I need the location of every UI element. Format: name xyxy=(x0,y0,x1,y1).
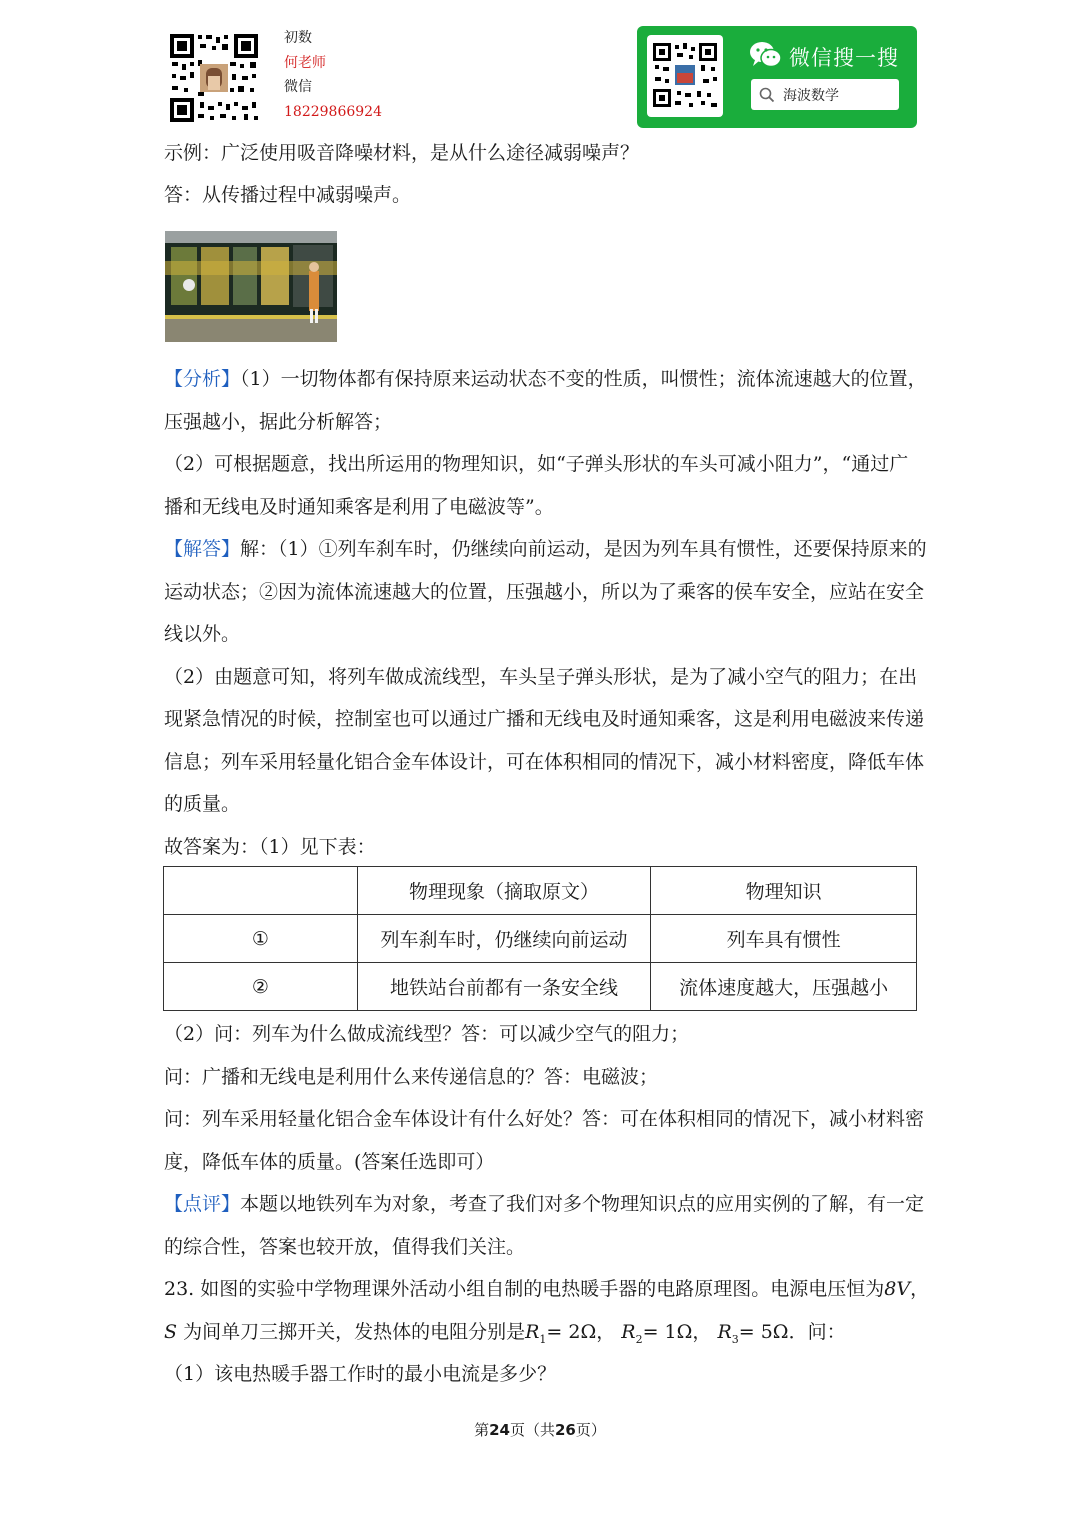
answer-tag: 【解答】 xyxy=(164,538,241,560)
answer-line-2: 运动状态；②因为流体流速越大的位置，压强越小，所以为了乘客的侯车安全，应站在安全 xyxy=(164,581,925,603)
contact-subject: 初数 xyxy=(284,30,312,46)
question-23-line-2: S 为间单刀三掷开关，发热体的电阻分别是$R_1= 2\Omega$， $R_2= 1\Omega$， $R_3= 5\Omega$．问： xyxy=(164,1321,846,1346)
analysis-line-3: （2）可根据题意，找出所运用的物理知识，如“子弹头形状的车头可减小阻力”，“通过广 xyxy=(164,453,909,475)
table-cell: 流体速度越大，压强越小 xyxy=(651,963,917,1011)
table-cell: ① xyxy=(164,915,358,963)
qa-line-1: （2）问：列车为什么做成流线型？答：可以减少空气的阻力； xyxy=(164,1023,690,1045)
contact-phone: 18229866924 xyxy=(284,103,382,120)
question-23-line-3: （1）该电热暖手器工作时的最小电流是多少？ xyxy=(164,1363,557,1385)
wechat-search-text: 海波数学 xyxy=(783,88,839,104)
qa-line-4: 度，降低车体的质量。(答案任选即可） xyxy=(164,1151,495,1173)
answer-line-1: 【解答】解：（1）①列车刹车时，仍继续向前运动，是因为列车具有惯性，还要保持原来的 xyxy=(164,538,927,560)
r3-value: = 5Ω xyxy=(738,1321,789,1343)
table-header-cell: 物理知识 xyxy=(651,867,917,915)
wechat-search-title: 微信搜一搜 xyxy=(789,46,899,70)
total-pages: 26 xyxy=(555,1421,576,1439)
table-cell: 列车刹车时，仍继续向前运动 xyxy=(357,915,651,963)
table-cell: 地铁站台前都有一条安全线 xyxy=(357,963,651,1011)
page-footer: 第24页（共26页） xyxy=(474,1421,606,1439)
contact-info xyxy=(284,26,382,124)
table-row xyxy=(164,963,917,1011)
analysis-tag: 【分析】 xyxy=(164,368,241,390)
question-23-line-1: 23. 如图的实验中学物理课外活动小组自制的电热暖手器的电路原理图。电源电压恒为8V， xyxy=(164,1278,930,1300)
wechat-logo-icon xyxy=(749,41,783,73)
analysis-line-2: 压强越小，据此分析解答； xyxy=(164,411,393,433)
page-number: 24 xyxy=(489,1421,510,1439)
table-cell: ② xyxy=(164,963,358,1011)
qa-line-2: 问：广播和无线电是利用什么来传递信息的？答：电磁波； xyxy=(164,1066,659,1088)
answer-line-4: （2）由题意可知，将列车做成流线型，车头呈子弹头形状，是为了减小空气的阻力；在出 xyxy=(164,666,918,688)
comment-line-2: 的综合性，答案也较开放，值得我们关注。 xyxy=(164,1236,526,1258)
table-header-cell: 物理现象（摘取原文） xyxy=(357,867,651,915)
search-icon xyxy=(759,87,775,103)
qr-code-left xyxy=(168,32,260,124)
example-answer: 答：从传播过程中减弱噪声。 xyxy=(164,184,412,206)
switch-symbol: S xyxy=(164,1321,178,1343)
table-row xyxy=(164,915,917,963)
wechat-search-box[interactable] xyxy=(751,79,899,110)
analysis-line-4: 播和无线电及时通知乘客是利用了电磁波等”。 xyxy=(164,496,554,518)
answer-line-5: 现紧急情况的时候，控制室也可以通过广播和无线电及时通知乘客，这是利用电磁波来传递 xyxy=(164,708,925,730)
answer-line-6: 信息；列车采用轻量化铝合金车体设计，可在体积相同的情况下，减小材料密度，降低车体 xyxy=(164,751,925,773)
wechat-search-card xyxy=(637,26,917,128)
table-header-row xyxy=(164,867,917,915)
table-header-cell xyxy=(164,867,358,915)
comment-line-1: 【点评】本题以地铁列车为对象，考查了我们对多个物理知识点的应用实例的了解，有一定 xyxy=(164,1193,925,1215)
table-cell: 列车具有惯性 xyxy=(651,915,917,963)
contact-wechat-label: 微信 xyxy=(284,79,312,95)
subway-platform-photo xyxy=(165,231,337,342)
voltage-value: 8V xyxy=(884,1278,911,1300)
comment-tag: 【点评】 xyxy=(164,1193,241,1215)
example-question: 示例：广泛使用吸音降噪材料，是从什么途径减弱噪声？ xyxy=(164,142,640,164)
qr-code-right xyxy=(647,35,723,117)
answer-line-3: 线以外。 xyxy=(164,623,241,645)
qa-line-3: 问：列车采用轻量化铝合金车体设计有什么好处？答：可在体积相同的情况下，减小材料密 xyxy=(164,1108,925,1130)
answer-line-7: 的质量。 xyxy=(164,793,241,815)
analysis-line-1: 【分析】（1）一切物体都有保持原来运动状态不变的性质，叫惯性；流体流速越大的位置， xyxy=(164,368,927,390)
r2-value: = 1Ω xyxy=(642,1321,693,1343)
r1-value: = 2Ω xyxy=(546,1321,597,1343)
contact-teacher: 何老师 xyxy=(284,54,326,71)
physics-knowledge-table xyxy=(163,866,917,1011)
answer-line-8: 故答案为：（1）见下表： xyxy=(164,836,376,858)
